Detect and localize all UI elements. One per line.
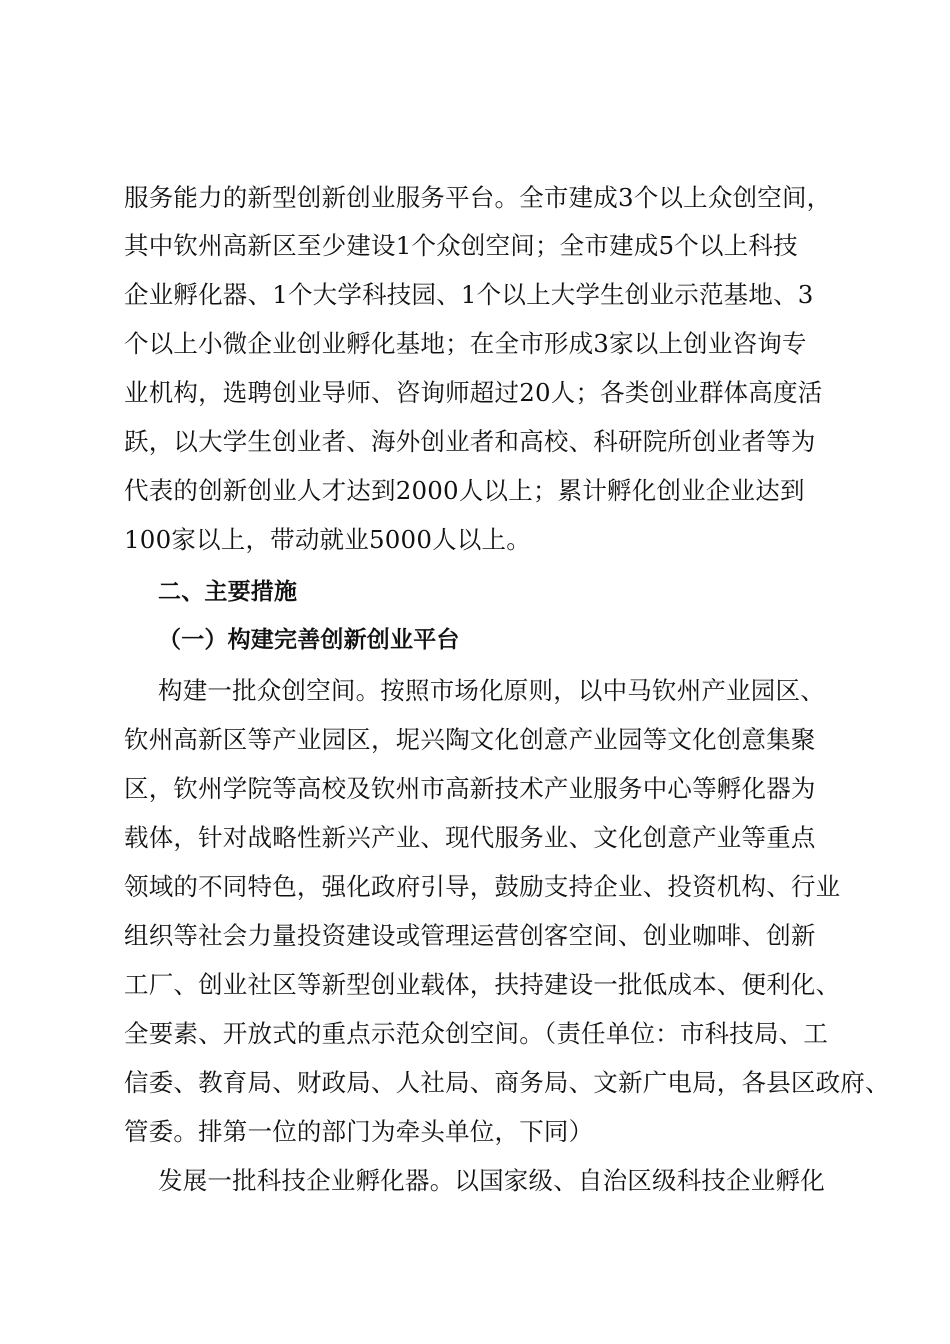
- paragraph-line: 组织等社会力量投资建设或管理运营创客空间、创业咖啡、创新: [124, 921, 816, 950]
- paragraph-line: 工厂、创业社区等新型创业载体，扶持建设一批低成本、便利化、: [124, 970, 841, 999]
- paragraph-line: 业机构，选聘创业导师、咨询师超过20人；各类创业群体高度活: [124, 378, 823, 407]
- subsection-heading: （一）构建完善创新创业平台: [158, 626, 460, 653]
- paragraph-line: 个以上小微企业创业孵化基地；在全市形成3家以上创业咨询专: [124, 329, 807, 358]
- paragraph-line: 管委。排第一位的部门为牵头单位，下同）: [124, 1117, 594, 1146]
- paragraph-line: 跃，以大学生创业者、海外创业者和高校、科研院所创业者等为: [124, 427, 816, 456]
- paragraph-line: 构建一批众创空间。按照市场化原则，以中马钦州产业园区、: [158, 676, 825, 705]
- paragraph-line: 100家以上，带动就业5000人以上。: [124, 525, 531, 554]
- paragraph-line: 服务能力的新型创新创业服务平台。全市建成3个以上众创空间，: [124, 183, 832, 212]
- paragraph-line: 区，钦州学院等高校及钦州市高新技术产业服务中心等孵化器为: [124, 774, 816, 803]
- paragraph-line: 发展一批科技企业孵化器。以国家级、自治区级科技企业孵化: [158, 1166, 825, 1195]
- section-heading: 二、主要措施: [158, 579, 298, 605]
- paragraph-line: 钦州高新区等产业园区，坭兴陶文化创意产业园等文化创意集聚: [124, 725, 816, 754]
- paragraph-line: 信委、教育局、财政局、人社局、商务局、文新广电局，各县区政府、: [124, 1068, 890, 1097]
- paragraph-line: 全要素、开放式的重点示范众创空间。（责任单位：市科技局、工: [124, 1019, 829, 1048]
- paragraph-line: 载体，针对战略性新兴产业、现代服务业、文化创意产业等重点: [124, 823, 816, 852]
- paragraph-line: 企业孵化器、1个大学科技园、1个以上大学生创业示范基地、3: [124, 280, 814, 309]
- paragraph-line: 其中钦州高新区至少建设1个众创空间；全市建成5个以上科技: [124, 231, 798, 260]
- paragraph-line: 代表的创新创业人才达到2000人以上；累计孵化创业企业达到: [124, 476, 805, 505]
- paragraph-line: 领域的不同特色，强化政府引导，鼓励支持企业、投资机构、行业: [124, 872, 841, 901]
